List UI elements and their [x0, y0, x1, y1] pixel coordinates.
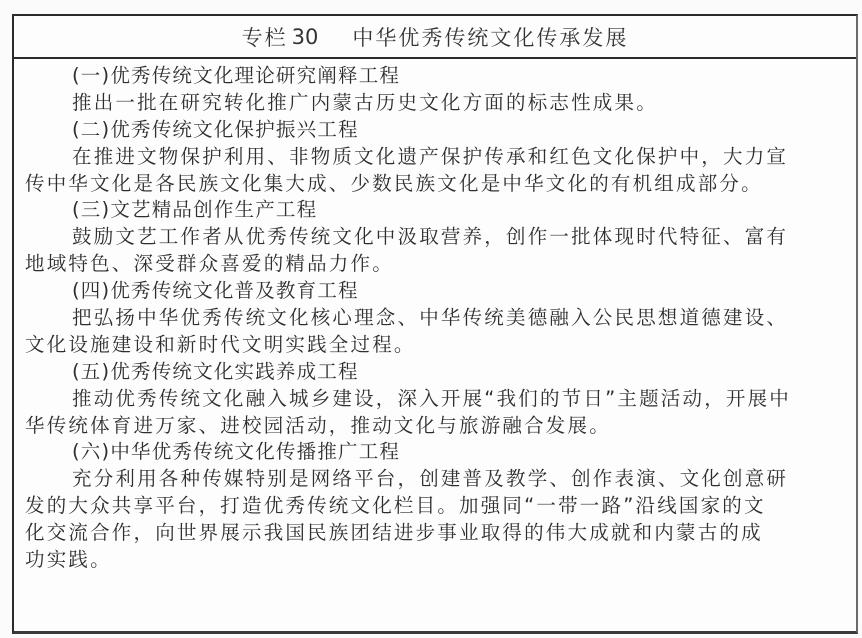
- section-text: 地域特色、深受群众喜爱的精品力作。: [25, 252, 394, 276]
- section-text: 传中华文化是各民族文化集大成、少数民族文化是中华文化的有机组成部分。: [25, 171, 763, 195]
- section-text: 推动优秀传统文化融入城乡建设，深入开展“我们的节日”主题活动，开展中: [72, 386, 792, 410]
- section-text: 发的大众共享平台，打造优秀传统文化栏目。加强同“一带一路”沿线国家的文: [25, 494, 766, 518]
- section-text: 华传统体育进万家、进校园活动，推动文化与旅游融合发展。: [25, 413, 611, 437]
- section-text: 文化设施建设和新时代文明实践全过程。: [25, 332, 416, 356]
- section-heading: (三)文艺精品创作生产工程: [72, 198, 318, 222]
- section-text: 在推进文物保护利用、非物质文化遗产保护传承和红色文化保护中，大力宣: [72, 144, 789, 168]
- section-text: 鼓励文艺工作者从优秀传统文化中汲取营养，创作一批体现时代特征、富有: [72, 225, 789, 249]
- section-heading: (六)中华优秀传统文化传播推广工程: [72, 440, 401, 464]
- panel-number: 30: [291, 24, 319, 49]
- panel-label: 专栏: [241, 25, 288, 50]
- feature-box: [12, 14, 858, 634]
- section-heading: (一)优秀传统文化理论研究阐释工程: [72, 64, 401, 87]
- panel-title: 中华优秀传统文化传承发展: [352, 25, 629, 50]
- section-text: 推出一批在研究转化推广内蒙古历史文化方面的标志性成果。: [72, 90, 658, 114]
- section-text: 化交流合作，向世界展示我国民族团结进步事业取得的伟大成就和内蒙古的成: [25, 521, 763, 545]
- box-header: [14, 16, 856, 59]
- section-heading: (五)优秀传统文化实践养成工程: [72, 359, 359, 383]
- section-heading: (二)优秀传统文化保护振兴工程: [72, 117, 359, 141]
- section-heading: (四)优秀传统文化普及教育工程: [72, 279, 359, 303]
- section-text: 功实践。: [25, 548, 112, 572]
- section-text: 充分利用各种传媒特别是网络平台，创建普及教学、创作表演、文化创意研: [72, 467, 789, 491]
- section-text: 把弘扬中华优秀传统文化核心理念、中华传统美德融入公民思想道德建设、: [72, 306, 789, 330]
- box-body: [14, 59, 856, 574]
